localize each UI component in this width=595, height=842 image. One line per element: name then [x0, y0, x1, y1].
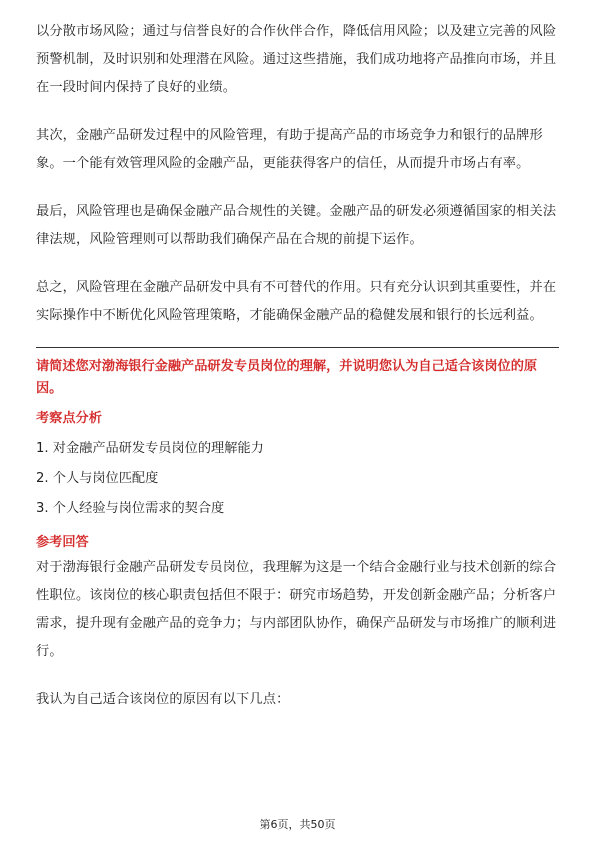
analysis-point: 1. 对金融产品研发专员岗位的理解能力 — [36, 441, 264, 456]
analysis-point: 3. 个人经验与岗位需求的契合度 — [36, 501, 225, 516]
page-number-footer: 第6页，共50页 — [259, 818, 336, 831]
answer-paragraph-2: 我认为自己适合该岗位的原因有以下几点： — [36, 692, 290, 707]
analysis-point-list — [36, 434, 559, 524]
paragraph-gap — [36, 178, 559, 198]
question-heading: 请简述您对渤海银行金融产品研发专员岗位的理解，并说明您认为自己适合该岗位的原因。 — [36, 359, 538, 396]
body-paragraph-2: 其次，金融产品研发过程中的风险管理，有助于提高产品的市场竞争力和银行的品牌形象。一个能有效管理风险的金融产品，更能获得客户的信任，从而提升市场占有率。 — [36, 128, 543, 171]
paragraph-gap — [36, 666, 559, 686]
section-divider — [36, 347, 559, 348]
analysis-title: 考察点分析 — [36, 411, 102, 426]
answer-title: 参考回答 — [36, 535, 89, 550]
answer-paragraph-1: 对于渤海银行金融产品研发专员岗位，我理解为这是一个结合金融行业与技术创新的综合性职位。该岗位的核心职责包括但不限于：研究市场趋势，开发创新金融产品；分析客户需求，提升现有金融产品的竞争力；与内部团队协作，确保产品研发与市场推广的顺利进行。 — [36, 560, 557, 659]
paragraph-gap — [36, 254, 559, 274]
document-page — [36, 18, 559, 714]
analysis-point: 2. 个人与岗位匹配度 — [36, 471, 159, 486]
body-paragraph-1: 以分散市场风险；通过与信誉良好的合作伙伴合作，降低信用风险；以及建立完善的风险预警机制，及时识别和处理潜在风险。通过这些措施，我们成功地将产品推向市场，并且在一段时间内保持了良好的业绩。 — [36, 24, 557, 95]
body-paragraph-4: 总之，风险管理在金融产品研发中具有不可替代的作用。只有充分认识到其重要性，并在实际操作中不断优化风险管理策略，才能确保金融产品的稳健发展和银行的长远利益。 — [36, 280, 557, 323]
body-paragraph-3: 最后，风险管理也是确保金融产品合规性的关键。金融产品的研发必须遵循国家的相关法律法规，风险管理则可以帮助我们确保产品在合规的前提下运作。 — [36, 204, 557, 247]
paragraph-gap — [36, 102, 559, 122]
